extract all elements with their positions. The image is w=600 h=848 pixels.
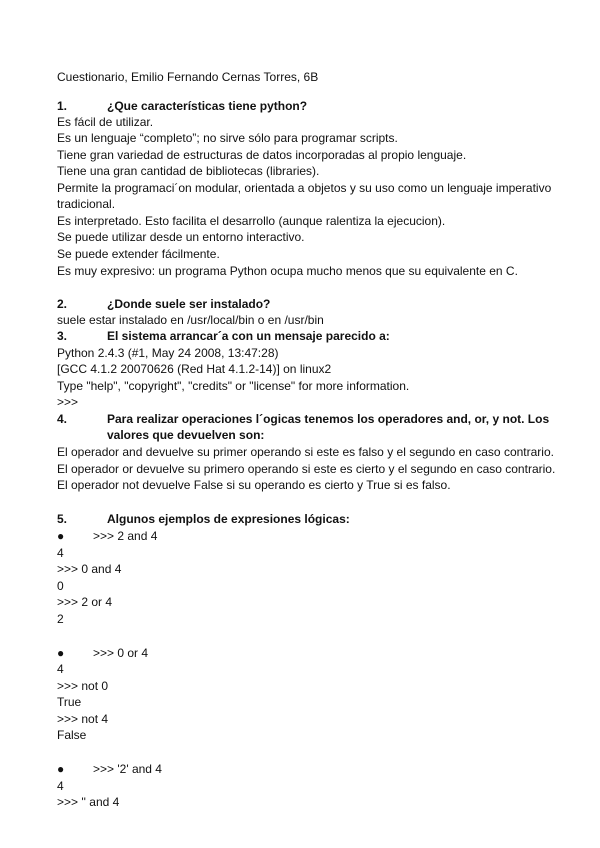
question-title-line: Para realizar operaciones l´ogicas tenemos los operadores and, or, y not. Los	[107, 412, 550, 426]
question-2-heading	[57, 296, 270, 312]
bullet-icon: ●	[57, 762, 65, 776]
answer-line: tradicional.	[57, 197, 116, 211]
answer-line: El operador not devuelve False si su operando es cierto y True si es falso.	[57, 478, 451, 492]
question-4-heading	[57, 411, 107, 427]
question-title: Algunos ejemplos de expresiones lógicas:	[107, 512, 350, 526]
code-line: >>> '' and 4	[57, 795, 120, 809]
question-title: ¿Donde suele ser instalado?	[107, 297, 271, 311]
code-line: >>> '2' and 4	[93, 762, 162, 776]
bullet-item	[57, 761, 162, 777]
answer-line: Es interpretado. Esto facilita el desarrollo (aunque ralentiza la ejecucion).	[57, 214, 446, 228]
code-line: False	[57, 728, 87, 742]
code-line: >>> not 0	[57, 679, 109, 693]
answer-line: Python 2.4.3 (#1, May 24 2008, 13:47:28)	[57, 346, 279, 360]
answer-line: Es fácil de utilizar.	[57, 115, 154, 129]
answer-line: El operador or devuelve su primero operando si este es cierto y el segundo en caso contrario.	[57, 462, 556, 476]
answer-line: El operador and devuelve su primer operando si este es falso y el segundo en caso contrario.	[57, 445, 554, 459]
question-number: 5.	[57, 512, 68, 526]
code-line: >>> 0 and 4	[57, 562, 122, 576]
code-line: 4	[57, 779, 64, 793]
question-number: 4.	[57, 412, 68, 426]
bullet-icon: ●	[57, 529, 65, 543]
answer-line: Se puede extender fácilmente.	[57, 247, 220, 261]
answer-line: Es muy expresivo: un programa Python ocupa mucho menos que su equivalente en C.	[57, 264, 518, 278]
answer-line: Type "help", "copyright", "credits" or "license" for more information.	[57, 379, 410, 393]
question-number: 1.	[57, 99, 68, 113]
code-line: True	[57, 695, 82, 709]
question-5-heading	[57, 511, 350, 527]
question-title-line: valores que devuelven son:	[107, 428, 265, 442]
question-3-heading	[57, 328, 390, 344]
code-line: >>> 2 and 4	[93, 529, 158, 543]
code-line: >>> not 4	[57, 712, 109, 726]
answer-line: [GCC 4.1.2 20070626 (Red Hat 4.1.2-14)] on linux2	[57, 362, 332, 376]
answer-line: >>>	[57, 395, 79, 409]
code-line: 4	[57, 662, 64, 676]
code-line: 4	[57, 546, 64, 560]
answer-line: Tiene una gran cantidad de bibliotecas (libraries).	[57, 164, 320, 178]
answer-line: Se puede utilizar desde un entorno interactivo.	[57, 230, 305, 244]
answer-line: Permite la programaci´on modular, orientada a objetos y su uso como un lenguaje imperativo	[57, 181, 552, 195]
question-number: 3.	[57, 329, 68, 343]
bullet-icon: ●	[57, 646, 65, 660]
bullet-item	[57, 528, 157, 544]
code-line: 2	[57, 612, 64, 626]
question-title: ¿Que características tiene python?	[107, 99, 308, 113]
question-1-heading	[57, 98, 307, 114]
code-line: >>> 0 or 4	[93, 646, 149, 660]
bullet-item	[57, 645, 148, 661]
question-number: 2.	[57, 297, 68, 311]
code-line: >>> 2 or 4	[57, 595, 113, 609]
answer-line: suele estar instalado en /usr/local/bin o en /usr/bin	[57, 313, 324, 327]
code-line: 0	[57, 579, 64, 593]
answer-line: Tiene gran variedad de estructuras de datos incorporadas al propio lenguaje.	[57, 148, 467, 162]
document-title: Cuestionario, Emilio Fernando Cernas Torres, 6B	[57, 70, 319, 84]
answer-line: Es un lenguaje “completo”; no sirve sólo para programar scripts.	[57, 131, 398, 145]
question-title: El sistema arrancar´a con un mensaje parecido a:	[107, 329, 390, 343]
